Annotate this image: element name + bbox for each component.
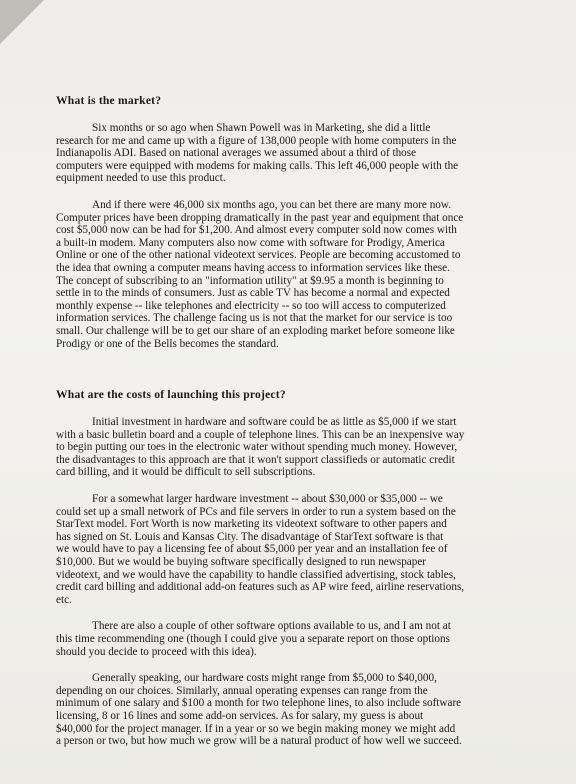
paragraph: For a somewhat larger hardware investment -- about $30,000 or $35,000 -- we could set up a small network of PCs and file servers in order to run a system based on the StarText model. Fort Worth is now marketing its videotext software to other papers and has signed on St. Louis and Kansas City. The disadvantage of StarText software is that we would have to pay a licensing fee of about $5,000 per year and an installation fee of $10,000. But we would be buying software specifically designed to run newspaper videotext, and we would have the capability to handle classified advertising, stock tables, credit card billing and additional add-on features such as AP wire feed, airline reservations, etc.: [56, 493, 465, 606]
paragraph: Six months or so ago when Shawn Powell was in Marketing, she did a little research for me and came up with a figure of 138,000 people with home computers in the Indianapolis ADI. Based on national averages we assumed about a third of those computers were equipped with modems for making calls. This left 46,000 people with the equipment needed to use this product.: [56, 122, 459, 185]
section-costs: [56, 388, 518, 748]
section-market: [56, 94, 518, 350]
section-heading-costs: What are the costs of launching this project?: [56, 388, 286, 402]
paragraph: There are also a couple of other software options available to us, and I am not at this time recommending one (though I could give you a separate report on those options should you decide to proceed with this idea).: [56, 620, 451, 658]
document-body: [56, 94, 518, 748]
folded-corner: [0, 0, 44, 44]
paragraph: And if there were 46,000 six months ago, you can bet there are many more now. Computer prices have been dropping dramatically in the past year and equipment that once cost $5,000 now can be had for $1,200. And almost every computer sold now comes with a built-in modem. Many computers also now come with software for Prodigy, America Online or one of the other national videotext services. People are becoming accustomed to the idea that owning a computer means having access to information services like these. The concept of subscribing to an "information utility" at $9.95 a month is beginning to settle in to the minds of consumers. Just as cable TV has become a normal and expected monthly expense -- like telephones and electricity -- so too will access to computerized information services. The challenge facing us is not that the market for our service is too small. Our challenge will be to get our share of an exploding market before someone like Prodigy or one of the Bells becomes the standard.: [56, 198, 464, 350]
paragraph: Initial investment in hardware and software could be as little as $5,000 if we start with a basic bulletin board and a couple of telephone lines. This can be an inexpensive way to begin putting our toes in the electronic water without spending much money. However, the disadvantages to this approach are that it won't support classifieds or automatic credit card billing, and it would be difficult to sell subscriptions.: [56, 416, 465, 479]
section-heading-market: What is the market?: [56, 94, 162, 107]
paragraph: Generally speaking, our hardware costs might range from $5,000 to $40,000, depending on our choices. Similarly, annual operating expenses can range from the minimum of one salary and $100 a month for two telephone lines, to also include software licensing, 8 or 16 lines and some add-on services. As for salary, my guess is about $40,000 for the project manager. If in a year or so we begin making money we might add a person or two, but how much we grow will be a natural product of how well we succeed.: [56, 672, 462, 748]
